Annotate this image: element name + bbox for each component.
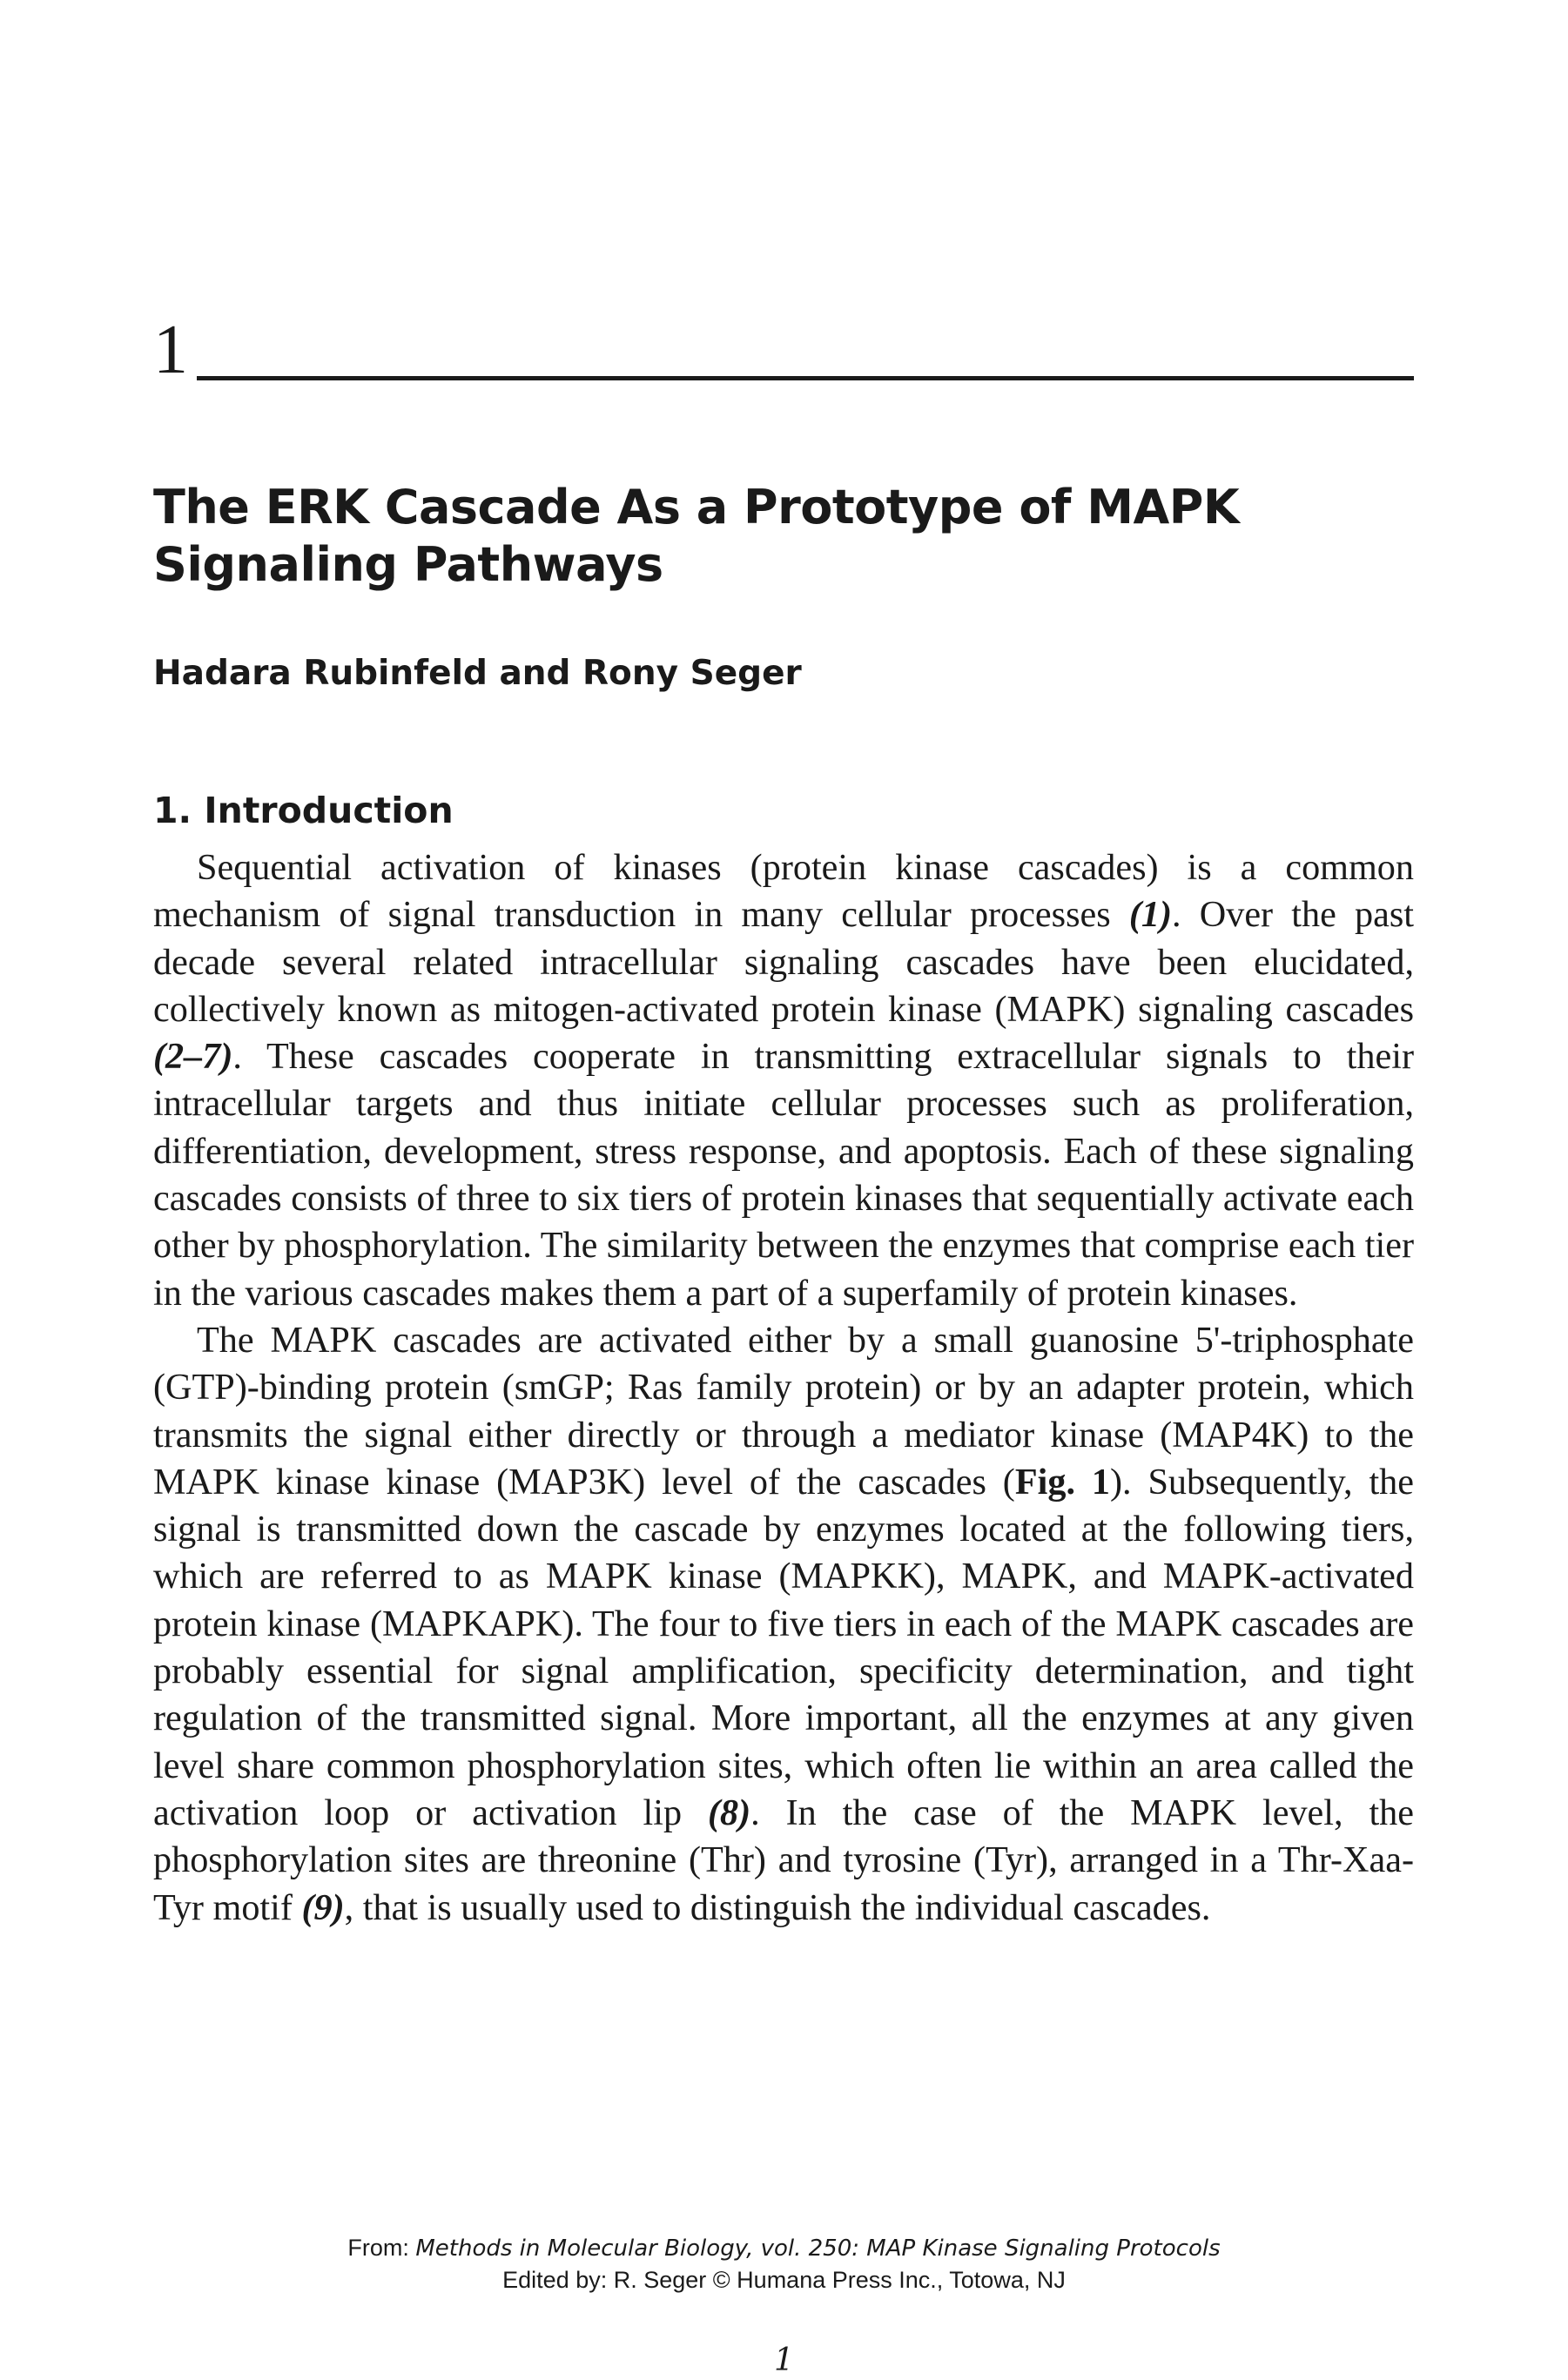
body-text: [153, 844, 1414, 1932]
footnote-edited-by: Edited by: R. Seger © Humana Press Inc., Totowa, NJ: [502, 2267, 1066, 2293]
text-run: . Over the past decade several related intracellular signaling cascades have been elucidated, collectively known as mitogen-activated protein kinase (MAPK) signaling cascades: [153, 894, 1414, 1030]
paragraph-2: [153, 1317, 1414, 1932]
paragraph-1: [153, 844, 1414, 1317]
text-run: . These cascades cooperate in transmitting extracellular signals to their intracellular targets and thus initiate cellular processes such as proliferation, differentiation, development, stress response, and apoptosis. Each of these signaling cascades consists of three to six tiers of protein kinases that sequentially activate each other by phosphorylation. The similarity between the enzymes that comprise each tier in the various cascades makes them a part of a superfamily of protein kinases.: [153, 1036, 1414, 1314]
chapter-number: 1: [153, 312, 188, 388]
page-number: 1: [774, 2343, 794, 2378]
footnote-editor: [0, 2266, 1568, 2294]
chapter-title: The ERK Cascade As a Prototype of MAPK Signaling Pathways: [153, 480, 1240, 592]
text-run: . In the case of the MAPK level, the phosphorylation sites are threonine (Thr) and tyrosine (Tyr), arranged in a Thr-Xaa-Tyr motif: [153, 1792, 1414, 1928]
citation: (1): [1128, 894, 1173, 936]
section-heading: 1. Introduction: [153, 790, 454, 831]
figure-reference: Fig. 1: [1014, 1461, 1110, 1503]
footnote-publication: Methods in Molecular Biology, vol. 250: MAP Kinase Signaling Protocols: [415, 2235, 1221, 2262]
citation: (9): [301, 1886, 345, 1928]
citation: (2–7): [153, 1036, 233, 1078]
citation: (8): [707, 1792, 751, 1833]
text-run: Sequential activation of kinases (protein kinase cascades) is a common mechanism of signal transduction in many cellular processes: [153, 847, 1414, 936]
chapter-header: [153, 312, 1414, 388]
chapter-rule: [197, 376, 1414, 380]
footnote-prefix: From:: [347, 2235, 416, 2261]
text-run: , that is usually used to distinguish the individual cascades.: [344, 1886, 1211, 1928]
text-run: ). Subsequently, the signal is transmitted down the cascade by enzymes located at the following tiers, which are referred to as MAPK kinase (MAPKK), MAPK, and MAPK-activated protein kinase (MAPKAPK). The four to five tiers in each of the MAPK cascades are probably essential for signal amplification, specificity determination, and tight regulation of the transmitted signal. More important, all the enzymes at any given level share common phosphorylation sites, which often lie within an area called the activation loop or activation lip: [153, 1461, 1415, 1833]
text-run: The MAPK cascades are activated either by a small guanosine 5'-triphosphate (GTP)-binding protein (smGP; Ras family protein) or by an adapter protein, which transmits the signal either directly or through a mediator kinase (MAP4K) to the MAPK kinase kinase (MAP3K) level of the cascades (: [153, 1319, 1414, 1503]
footnote-source: [0, 2234, 1568, 2262]
authors: Hadara Rubinfeld and Rony Seger: [153, 654, 802, 693]
